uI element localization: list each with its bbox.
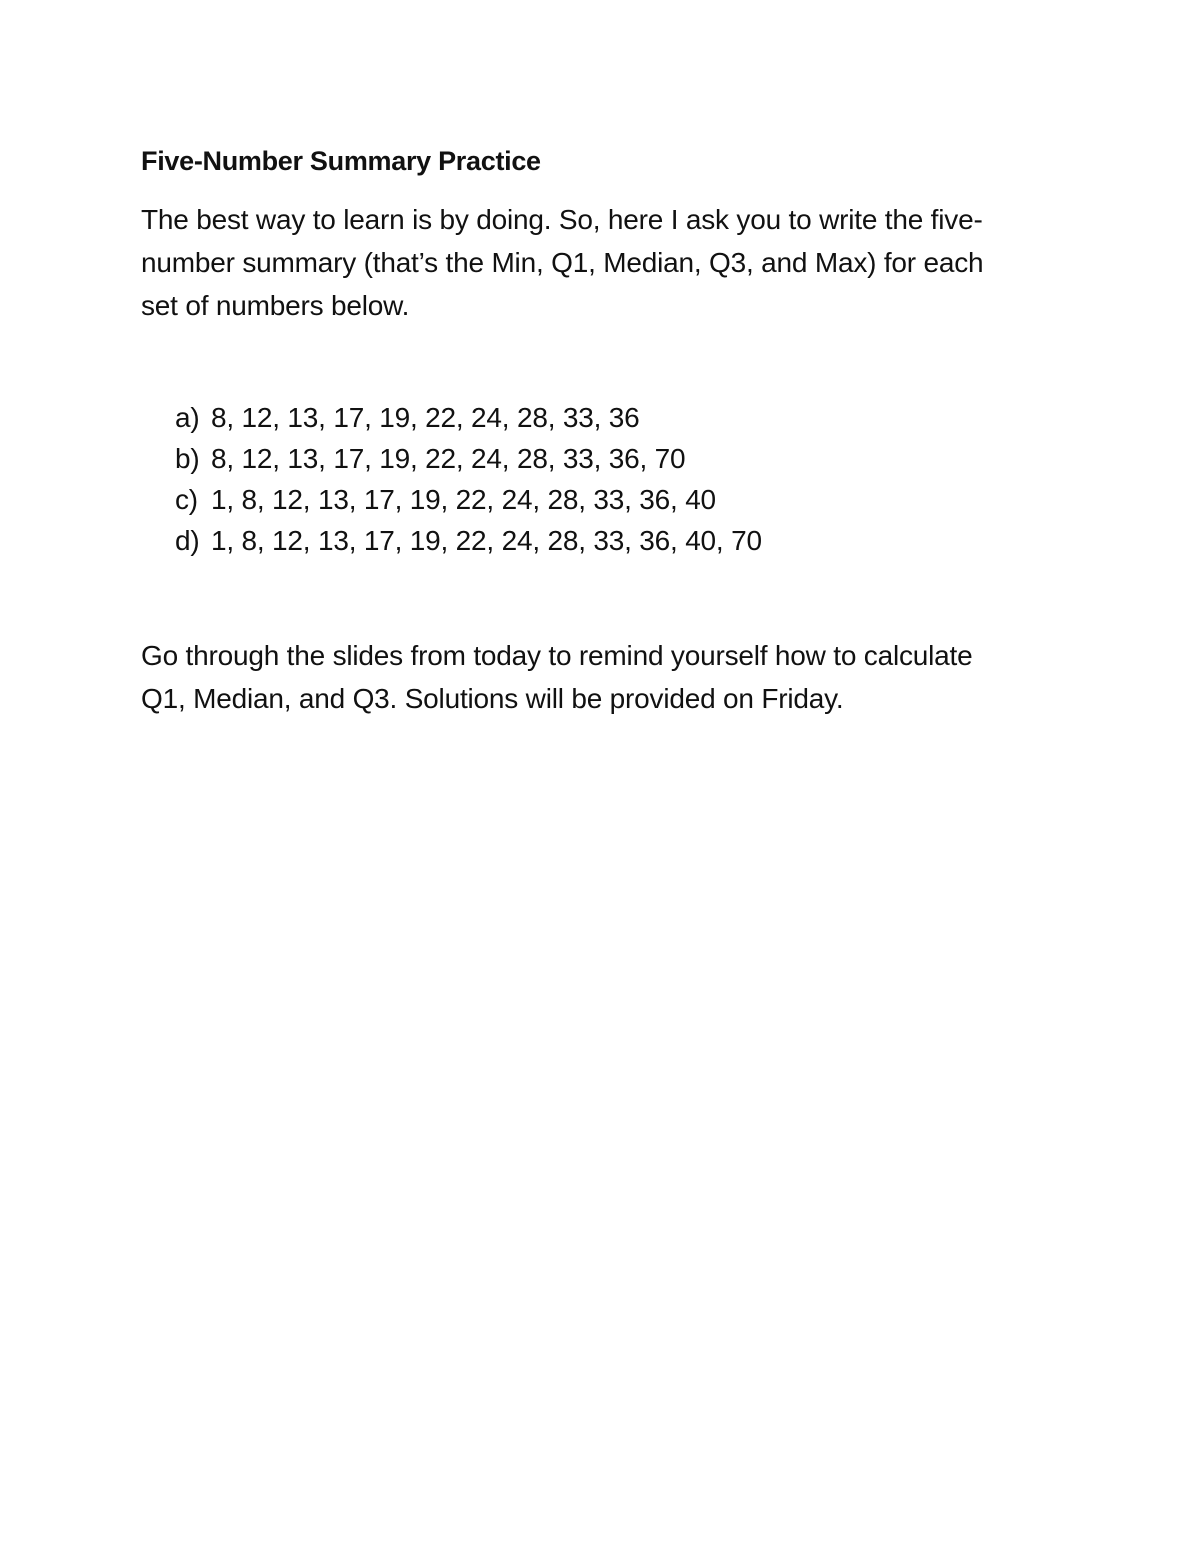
closing-line: Q1, Median, and Q3. Solutions will be provided on Friday. (141, 683, 844, 714)
problem-item-d (175, 520, 762, 561)
problem-marker: c) (175, 484, 198, 515)
closing-line: Go through the slides from today to remind yourself how to calculate (141, 640, 973, 671)
problem-marker: d) (175, 525, 200, 556)
intro-paragraph (141, 198, 1041, 327)
intro-line: The best way to learn is by doing. So, here I ask you to write the five- (141, 204, 983, 235)
closing-paragraph (141, 634, 1091, 720)
problem-item-c (175, 479, 762, 520)
problem-item-a (175, 397, 762, 438)
intro-line: number summary (that’s the Min, Q1, Median, Q3, and Max) for each (141, 247, 984, 278)
problem-marker: a) (175, 402, 200, 433)
problem-item-b (175, 438, 762, 479)
problem-values: 1, 8, 12, 13, 17, 19, 22, 24, 28, 33, 36, 40 (211, 484, 716, 515)
problem-values: 1, 8, 12, 13, 17, 19, 22, 24, 28, 33, 36, 40, 70 (211, 525, 762, 556)
intro-line: set of numbers below. (141, 290, 410, 321)
problem-values: 8, 12, 13, 17, 19, 22, 24, 28, 33, 36, 70 (211, 443, 686, 474)
problem-marker: b) (175, 443, 200, 474)
document-title: Five-Number Summary Practice (141, 146, 541, 176)
problem-values: 8, 12, 13, 17, 19, 22, 24, 28, 33, 36 (211, 402, 640, 433)
problem-list (175, 397, 762, 561)
